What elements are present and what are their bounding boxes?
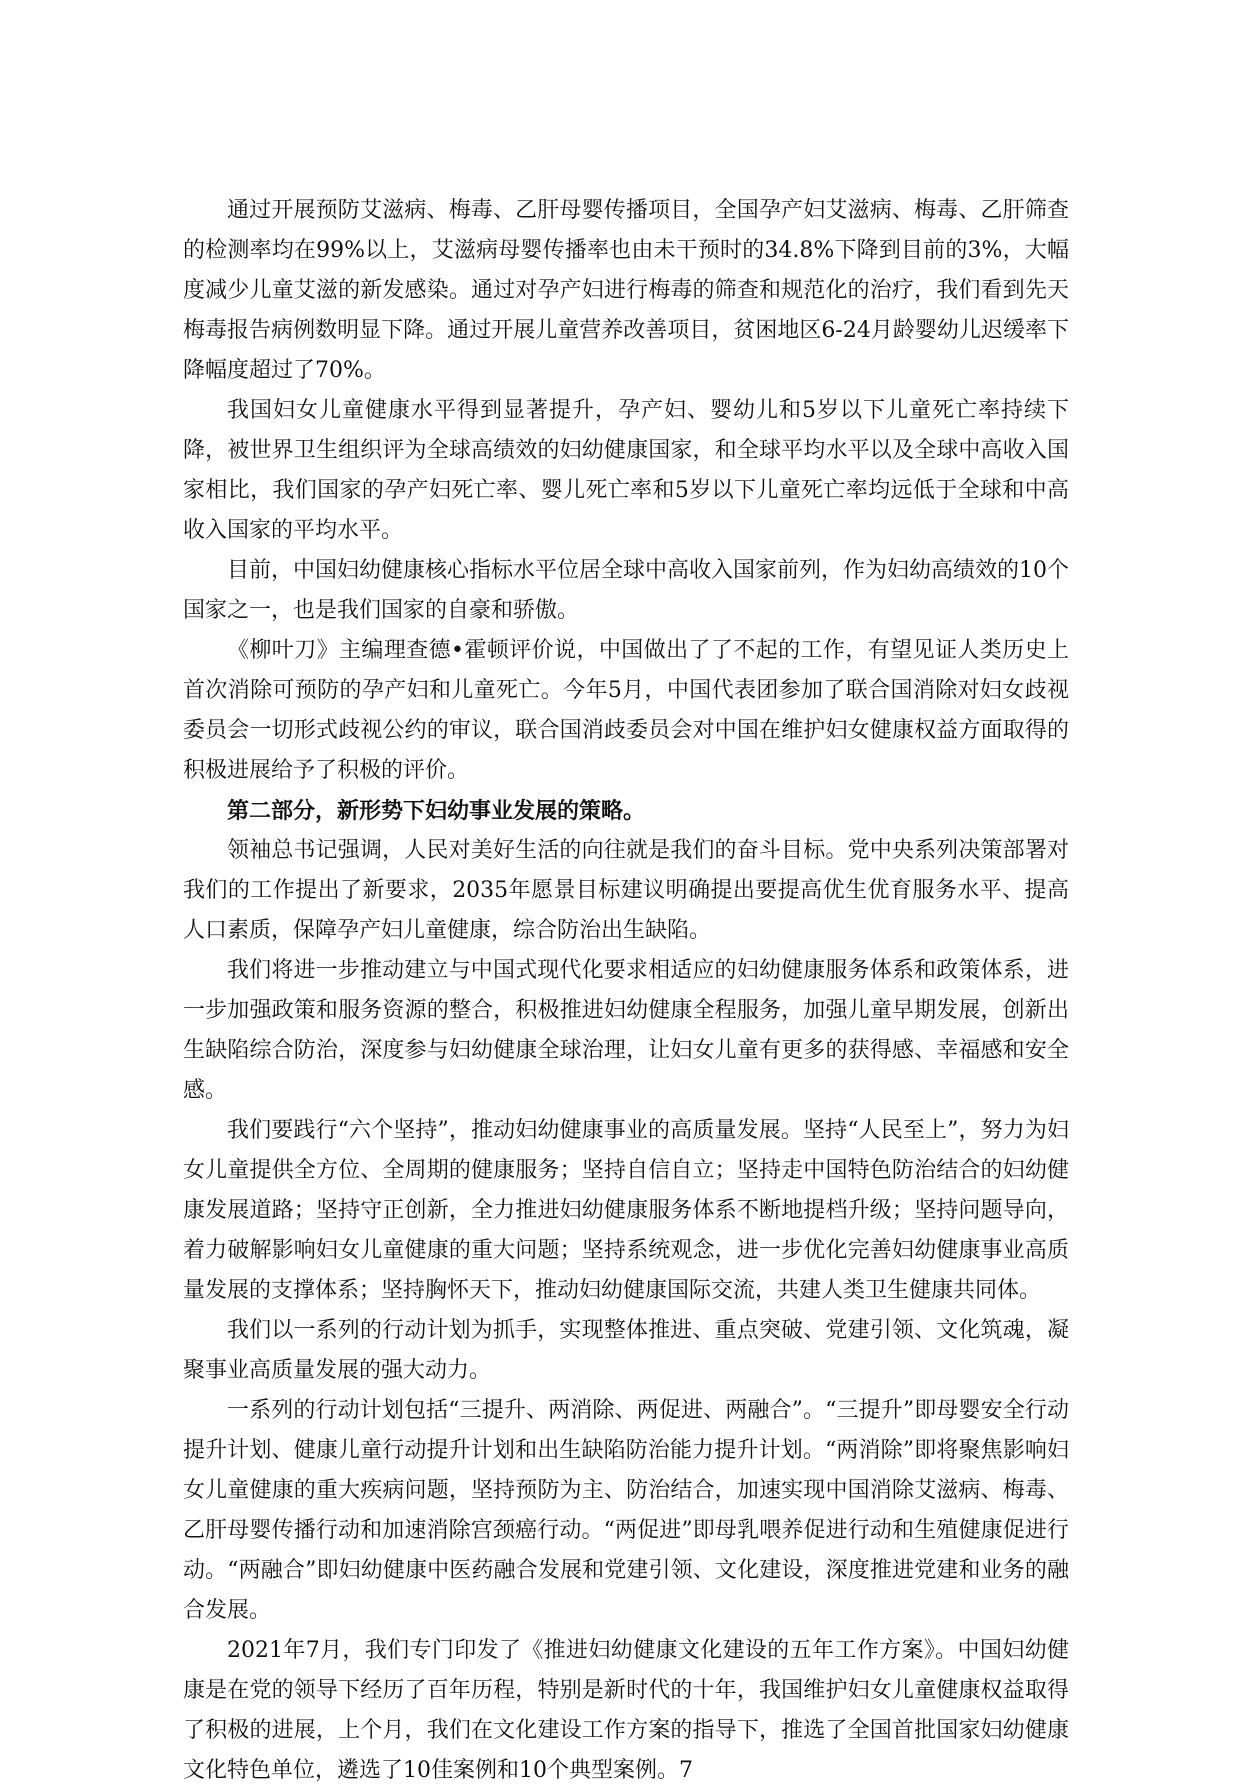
document-body (183, 191, 1069, 1791)
paragraph-global-ranking: 目前，中国妇幼健康核心指标水平位居全球中高收入国家前列，作为妇幼高绩效的10个国家之一，也是我们国家的自豪和骄傲。 (183, 558, 1069, 623)
paragraph-six-adherences: 我们要践行“六个坚持”，推动妇幼健康事业的高质量发展。坚持“人民至上”，努力为妇女儿童提供全方位、全周期的健康服务；坚持自信自立；坚持走中国特色防治结合的妇幼健康发展道路；坚持守正创新，全力推进妇幼健康服务体系不断地提档升级；坚持问题导向，着力破解影响妇女儿童健康的重大问题；坚持系统观念，进一步优化完善妇幼健康事业高质量发展的支撑体系；坚持胸怀天下，推动妇幼健康国际交流，共建人类卫生健康共同体。 (183, 1118, 1069, 1303)
paragraph-mortality-decline: 我国妇女儿童健康水平得到显著提升，孕产妇、婴幼儿和5岁以下儿童死亡率持续下降，被世界卫生组织评为全球高绩效的妇幼健康国家，和全球平均水平以及全球中高收入国家相比，我们国家的孕产妇死亡率、婴儿死亡率和5岁以下儿童死亡率均远低于全球和中高收入国家的平均水平。 (183, 398, 1070, 543)
paragraph-action-plans: 我们以一系列的行动计划为抓手，实现整体推进、重点突破、党建引领、文化筑魂，凝聚事业高质量发展的强大动力。 (183, 1318, 1069, 1383)
paragraph-pmtct-results: 通过开展预防艾滋病、梅毒、乙肝母婴传播项目，全国孕产妇艾滋病、梅毒、乙肝筛查的检测率均在99%以上，艾滋病母婴传播率也由未干预时的34.8%下降到目前的3%，大幅度减少儿童艾滋的新发感染。通过对孕产妇进行梅毒的筛查和规范化的治疗，我们看到先天梅毒报告病例数明显下降。通过开展儿童营养改善项目，贫困地区6-24月龄婴幼儿迟缓率下降幅度超过了70%。 (183, 198, 1069, 383)
section-heading: 第二部分，新形势下妇幼事业发展的策略。 (227, 798, 646, 824)
paragraph-2035-goals: 领袖总书记强调，人民对美好生活的向往就是我们的奋斗目标。党中央系列决策部署对我们的工作提出了新要求，2035年愿景目标建议明确提出要提高优生优育服务水平、提高人口素质，保障孕产妇儿童健康，综合防治出生缺陷。 (183, 838, 1069, 943)
paragraph-lancet-comment: 《柳叶刀》主编理查德•霍顿评价说，中国做出了了不起的工作，有望见证人类历史上首次消除可预防的孕产妇和儿童死亡。今年5月，中国代表团参加了联合国消除对妇女歧视委员会一切形式歧视公约的审议，联合国消歧委员会对中国在维护妇女健康权益方面取得的积极进展给予了积极的评价。 (183, 638, 1069, 783)
paragraph-service-system: 我们将进一步推动建立与中国式现代化要求相适应的妇幼健康服务体系和政策体系，进一步加强政策和服务资源的整合，积极推进妇幼健康全程服务，加强儿童早期发展，创新出生缺陷综合防治，深度参与妇幼健康全球治理，让妇女儿童有更多的获得感、幸福感和安全感。 (183, 958, 1069, 1103)
paragraph-culture-program: 2021年7月，我们专门印发了《推进妇幼健康文化建设的五年工作方案》。中国妇幼健康是在党的领导下经历了百年历程，特别是新时代的十年，我国维护妇女儿童健康权益取得了积极的进展，上个月，我们在文化建设工作方案的指导下，推选了全国首批国家妇幼健康文化特色单位，遴选了10佳案例和10个典型案例。7 (183, 1638, 1069, 1783)
paragraph-plan-details: 一系列的行动计划包括“三提升、两消除、两促进、两融合”。“三提升”即母婴安全行动提升计划、健康儿童行动提升计划和出生缺陷防治能力提升计划。“两消除”即将聚焦影响妇女儿童健康的重大疾病问题，坚持预防为主、防治结合，加速实现中国消除艾滋病、梅毒、乙肝母婴传播行动和加速消除宫颈癌行动。“两促进”即母乳喂养促进行动和生殖健康促进行动。“两融合”即妇幼健康中医药融合发展和党建引领、文化建设，深度推进党建和业务的融合发展。 (183, 1398, 1069, 1623)
